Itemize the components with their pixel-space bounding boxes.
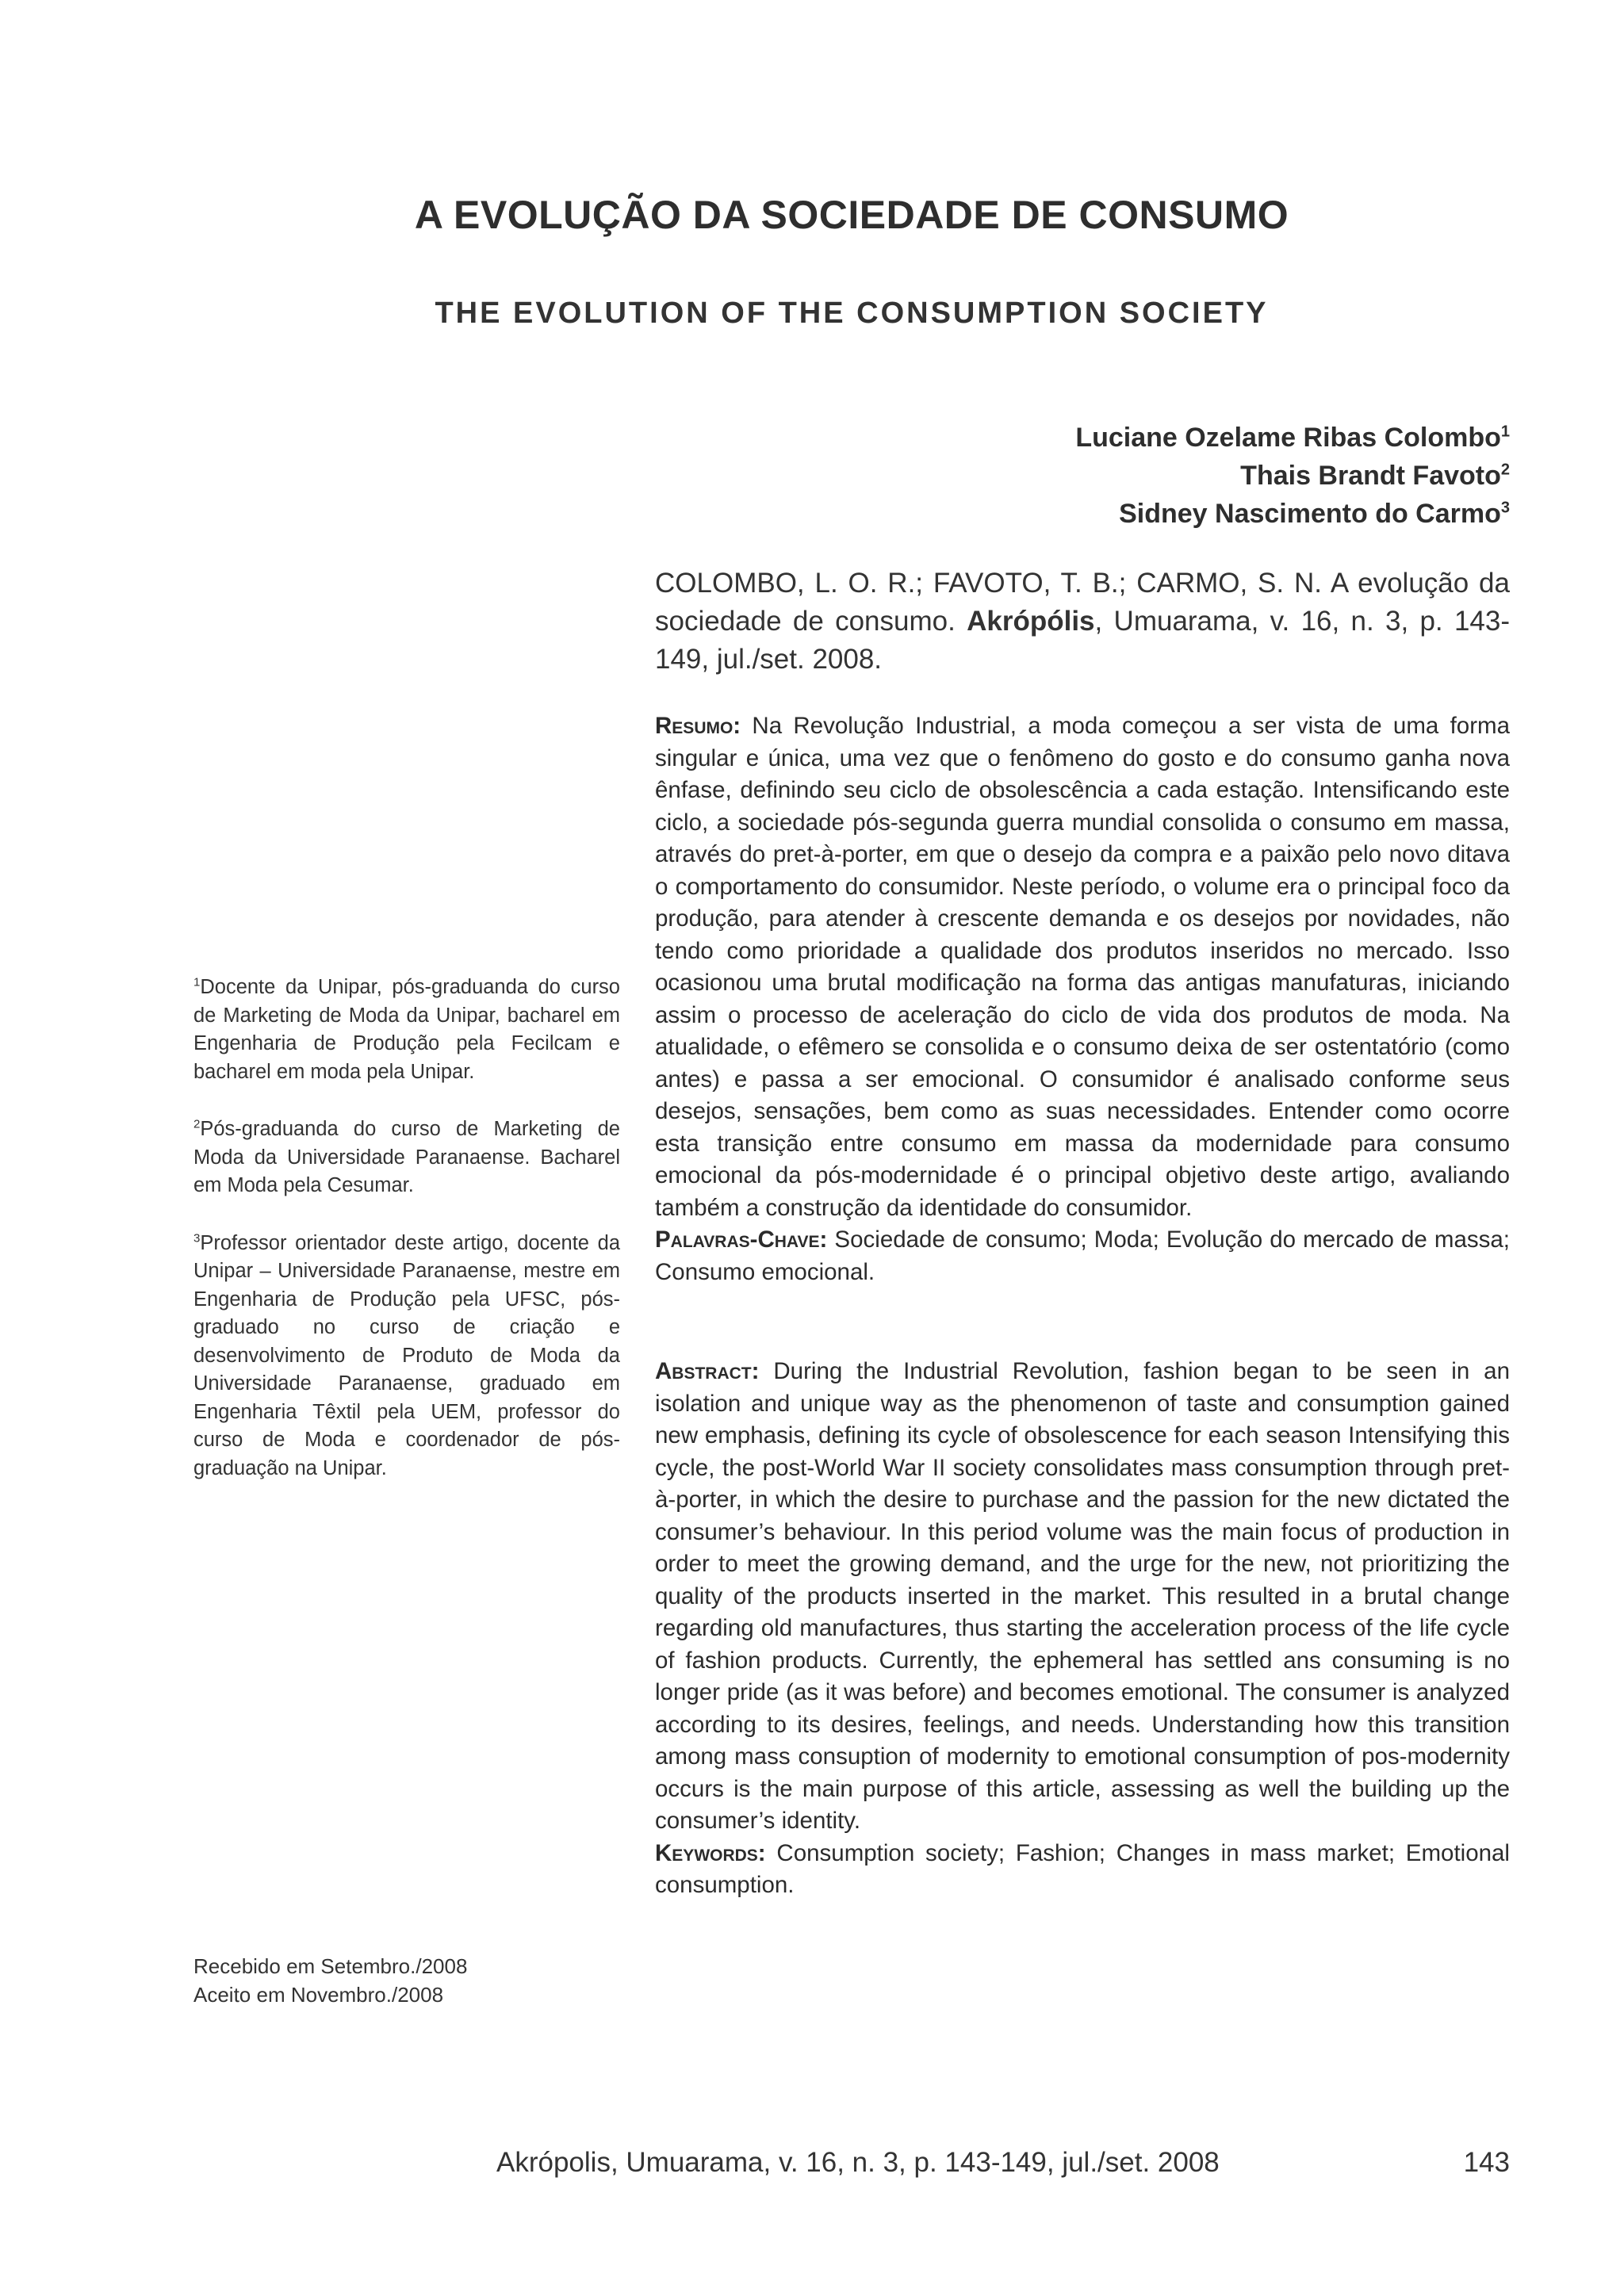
footnote: $^2$Pós-graduanda do curso de Marketing de Moda da Universidade Paranaense. Bacharel em Moda pela Cesumar. <box>193 1117 620 1196</box>
footnote: $^3$Professor orientador deste artigo, docente da Unipar – Universidade Paranaense, mestre em Engenharia de Produção pela UFSC, pós-graduado no curso de criação e desenvolvimento de Produto de Moda da Universidade Paranaense, graduado em Engenharia Têxtil pela UEM, professor do curso de Moda e coordenador de pós-graduação na Unipar. <box>193 1231 620 1479</box>
keywords: Keywords: Consumption society; Fashion; Changes in mass market; Emotional consumption. <box>655 1839 1510 1898</box>
resumo-section <box>655 710 1510 1288</box>
author: Luciane Ozelame Ribas Colombo$^1$ <box>1075 423 1510 453</box>
accepted-date: Aceito em Novembro./2008 <box>193 1983 444 2007</box>
abstract-section <box>655 1356 1510 1902</box>
citation: COLOMBO, L. O. R.; FAVOTO, T. B.; CARMO, S. N. A evolução da sociedade de consumo. Akrópólis, Umuarama, v. 16, n. 3, p. 143-149, jul./set. 2008. <box>655 568 1510 675</box>
footnote: $^1$Docente da Unipar, pós-graduanda do curso de Marketing de Moda da Unipar, bacharel em Engenharia de Produção pela Fecilcam e bacharel em moda pela Unipar. <box>193 975 620 1083</box>
author: Sidney Nascimento do Carmo$^3$ <box>1119 499 1510 529</box>
article-title: A EVOLUÇÃO DA SOCIEDADE DE CONSUMO <box>414 193 1289 237</box>
running-footer: Akrópolis, Umuarama, v. 16, n. 3, p. 143-149, jul./set. 2008 <box>496 2147 1220 2178</box>
author-list <box>1075 419 1510 533</box>
resumo-paragraph: Resumo: Na Revolução Industrial, a moda começou a ser vista de uma forma singular e única, uma vez que o fenômeno do gosto e do consumo ganha nova ênfase, definindo seu ciclo de obsolescência a cada estação. Intensificando este ciclo, a sociedade pós-segunda guerra mundial consolida o consumo em massa, através do pret-à-porter, em que o desejo da compra e a paixão pelo novo ditava o comportamento do consumidor. Neste período, o volume era o principal foco da produção, para atender à crescente demanda e os desejos por novidades, não tendo como prioridade a qualidade dos produtos inseridos no mercado. Isso ocasionou uma brutal modificação na forma das antigas manufaturas, iniciando assim o processo de aceleração do ciclo de vida dos produtos de moda. Na atualidade, o efêmero se consolida e o consumo deixa de ser ostentatório (como antes) e passa a ser emocional. O consumidor é analisado conforme seus desejos, sensações, bem como as suas necessidades. Entender como ocorre esta transição entre consumo em massa da modernidade para consumo emocional da pós-modernidade é o principal objetivo deste artigo, avaliando também a construção da identidade do consumidor. <box>655 713 1510 1221</box>
footnotes <box>193 974 620 1512</box>
resumo-label: Resumo: <box>655 713 741 739</box>
page-number: 143 <box>1463 2147 1510 2178</box>
palavras-chave: Palavras-Chave: Sociedade de consumo; Moda; Evolução do mercado de massa; Consumo emocional. <box>655 1226 1510 1285</box>
abstract-paragraph: Abstract: During the Industrial Revolution, fashion began to be seen in an isolation and unique way as the phenomenon of taste and consumption gained new emphasis, defining its cycle of obsolescence for each season Intensifying this cycle, the post-World War II society consolidates mass consumption through pret-à-porter, in which the desire to purchase and the passion for the new dictated the consumer’s behaviour. In this period volume was the main focus of production in order to meet the growing demand, and the urge for the new, not prioritizing the quality of the products inserted in the market. This resulted in a brutal change regarding old manufactures, thus starting the acceleration process of the life cycle of fashion products. Currently, the ephemeral has settled ans consuming is no longer pride (as it was before) and becomes emotional. The consumer is analyzed according to its desires, feelings, and needs. Understanding how this transition among mass consuption of modernity to emotional consumption of pos-modernity occurs is the main purpose of this article, assessing as well the building up the consumer’s identity. <box>655 1358 1510 1834</box>
received-date: Recebido em Setembro./2008 <box>193 1954 468 1978</box>
palavras-chave-label: Palavras-Chave: <box>655 1226 828 1253</box>
abstract-label: Abstract: <box>655 1358 760 1384</box>
keywords-label: Keywords: <box>655 1839 766 1866</box>
article-subtitle: THE EVOLUTION OF THE CONSUMPTION SOCIETY <box>435 297 1269 330</box>
author: Thais Brandt Favoto$^2$ <box>1240 461 1510 491</box>
dates <box>193 1952 467 2009</box>
